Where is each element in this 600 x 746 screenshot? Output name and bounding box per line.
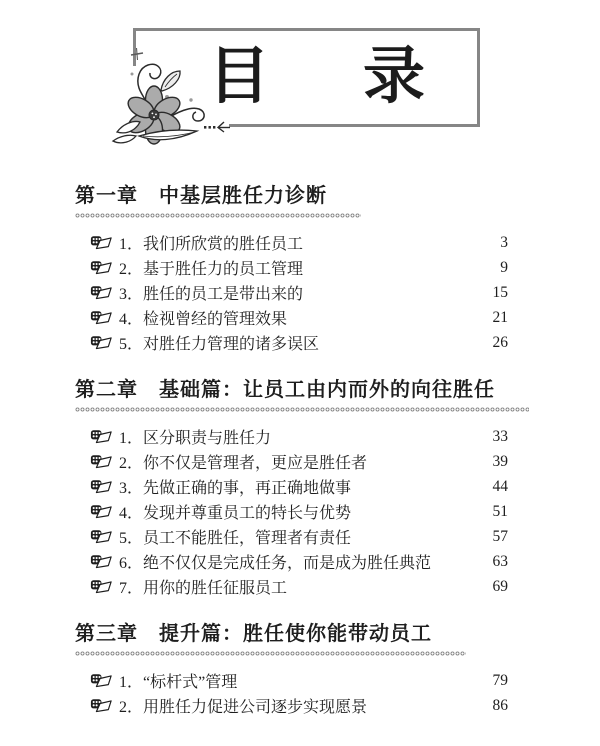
toc-row	[90, 574, 508, 599]
toc-item-label: 2．你不仅是管理者，更应是胜任者	[119, 455, 368, 472]
toc-item-page: 63	[492, 552, 508, 570]
toc-item-label: 5．对胜任力管理的诸多误区	[119, 336, 320, 353]
toc-row	[90, 255, 508, 280]
toc-item-label: 4．检视曾经的管理效果	[119, 311, 288, 328]
toc-item-label: 1．“标杆式”管理	[119, 674, 238, 691]
bullet-icon	[90, 529, 112, 544]
toc-item-page: 26	[492, 333, 508, 351]
toc-row	[90, 305, 508, 330]
toc-row	[90, 693, 508, 718]
toc-item-label: 3．胜任的员工是带出来的	[119, 286, 304, 303]
toc-item-page: 79	[492, 671, 508, 689]
toc-row	[90, 668, 508, 693]
bullet-icon	[90, 285, 112, 300]
bullet-icon	[90, 310, 112, 325]
toc-row	[90, 524, 508, 549]
title-char-left: 目	[208, 38, 271, 112]
chapter-items	[75, 230, 508, 355]
toc-item-page: 15	[492, 283, 508, 301]
toc-row	[90, 474, 508, 499]
bullet-icon	[90, 479, 112, 494]
toc-item-page: 57	[492, 527, 508, 545]
toc-row	[90, 280, 508, 305]
bullet-icon	[90, 235, 112, 250]
toc-item-page: 3	[500, 233, 508, 251]
toc-item-label: 5．员工不能胜任，管理者有责任	[119, 530, 352, 547]
bullet-icon	[90, 429, 112, 444]
toc-item-label: 3．先做正确的事，再正确地做事	[119, 480, 352, 497]
bullet-icon	[90, 673, 112, 688]
toc-item-label: 7．用你的胜任征服员工	[119, 580, 288, 597]
toc-item-page: 51	[492, 502, 508, 520]
toc-row	[90, 330, 508, 355]
toc-row	[90, 449, 508, 474]
toc-item-label: 1．区分职责与胜任力	[119, 430, 272, 447]
chapter-items	[75, 668, 508, 718]
toc-row	[90, 230, 508, 255]
bullet-icon	[90, 579, 112, 594]
toc-item-page: 21	[492, 308, 508, 326]
toc	[75, 183, 508, 718]
toc-item-label: 2．用胜任力促进公司逐步实现愿景	[119, 699, 368, 716]
bullet-icon	[90, 335, 112, 350]
title-box	[133, 28, 480, 127]
chapter-section	[75, 621, 508, 718]
toc-item-page: 69	[492, 577, 508, 595]
toc-item-label: 1．我们所欣赏的胜任员工	[119, 236, 304, 253]
chapter-section	[75, 183, 508, 355]
toc-item-label: 6．绝不仅仅是完成任务，而是成为胜任典范	[119, 555, 432, 572]
chapter-heading: 第三章 提升篇：胜任使你能带动员工	[75, 621, 432, 656]
toc-item-label: 4．发现并尊重员工的特长与优势	[119, 505, 352, 522]
bullet-icon	[90, 698, 112, 713]
toc-item-page: 39	[492, 452, 508, 470]
toc-row	[90, 424, 508, 449]
toc-item-page: 44	[492, 477, 508, 495]
bullet-icon	[90, 554, 112, 569]
toc-item-page: 33	[492, 427, 508, 445]
bullet-icon	[90, 454, 112, 469]
chapter-section	[75, 377, 508, 599]
toc-item-page: 86	[492, 696, 508, 714]
chapter-heading: 第一章 中基层胜任力诊断	[75, 183, 327, 218]
toc-row	[90, 499, 508, 524]
bullet-icon	[90, 260, 112, 275]
bullet-icon	[90, 504, 112, 519]
toc-item-label: 2．基于胜任力的员工管理	[119, 261, 304, 278]
toc-item-page: 9	[500, 258, 508, 276]
toc-row	[90, 549, 508, 574]
title-char-right: 录	[362, 38, 425, 112]
chapter-items	[75, 424, 508, 599]
chapter-heading: 第二章 基础篇：让员工由内而外的向往胜任	[75, 377, 495, 412]
